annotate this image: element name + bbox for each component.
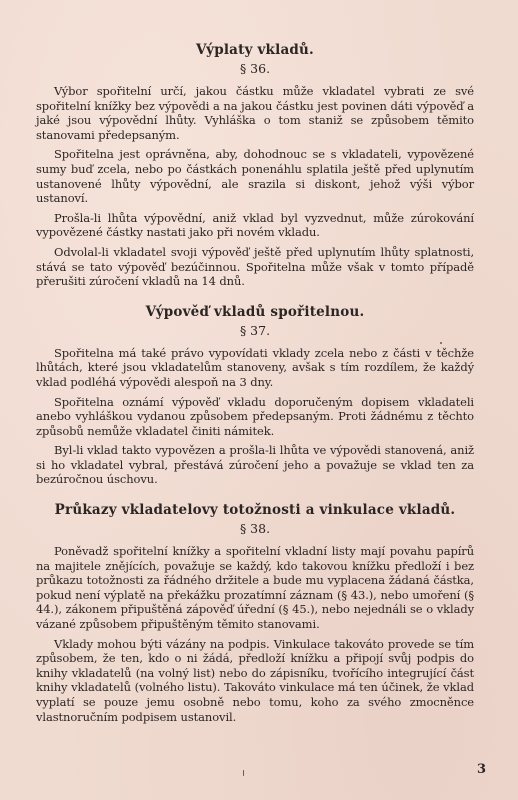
paragraph: Spořitelna jest oprávněna, aby, dohodnouc se s vkladateli, vypovězené sumy buď zcela, nebo po částkách ponenáhlu splatila ještě před uplynutím ustanovené lhůty výpovědní, ale srazila si diskont, jehož výši výbor ustanoví. <box>36 147 474 206</box>
section-number-36: § 36. <box>239 61 271 76</box>
paper-speck <box>243 770 244 776</box>
section-number-38: § 38. <box>239 521 271 537</box>
paragraph: Prošla-li lhůta výpovědní, aniž vklad byl vyzvednut, může zúrokování vypovězené částky nastati jako při novém vkladu. <box>36 210 474 240</box>
paragraph: Spořitelna oznámí výpověď vkladu doporučeným dopisem vkladateli anebo vyhláškou vydanou způsobem předepsaným. Proti žádnému z těchto způsobů nemůže vkladatel činiti námitek. <box>36 394 474 438</box>
section-heading-38: Průkazy vkladatelovy totožnosti a vinkulace vkladů. <box>54 502 456 519</box>
paragraph: Spořitelna má také právo vypovídati vklady zcela nebo z části v těchže lhůtách, které jsou vkladatelům stanoveny, avšak s tím rozdílem, že každý vklad podléhá výpovědi alespoň na 3 dny. <box>36 345 474 389</box>
section-heading-36: Výplaty vkladů. <box>196 42 314 58</box>
paragraph: Odvolal-li vkladatel svoji výpověď ještě před uplynutím lhůty splatnosti, stává se tato výpověď bezúčinnou. Spořitelna může však v tomto případě přerušiti zúročení vkladů na 14 dnů. <box>36 244 474 289</box>
paragraph: Vklady mohou býti vázány na podpis. Vinkulace takováto provede se tím způsobem, že ten, kdo o ni žádá, předloží knížku a připojí svůj podpis do knihy vkladatelů (na volný list) nebo do zápisníku, tvořícího integrující část knihy vkladatelů (volného listu). Takováto vinkulace má ten účinek, že vklad vyplatí se pouze jemu osobně nebo tomu, koho za svého zmocněnce vlastnoručním podpisem ustanovil. <box>36 636 474 724</box>
page-content <box>36 42 474 729</box>
paragraph: Výbor spořitelní určí, jakou částku může vkladatel vybrati ze své spořitelní knížky bez výpovědi a na jakou částku jest povinen dáti výpověď a jaké jsou výpovědní lhůty. Vyhláška o tom staniž se způsobem těmito stanovami předepsaným. <box>36 84 474 142</box>
page-number: 3 <box>476 762 486 777</box>
section-number-37: § 37. <box>239 322 271 338</box>
paragraph: Poněvadž spořitelní knížky a spořitelní vkladní listy mají povahu papírů na majitele znějících, považuje se každý, kdo takovou knížku předloží i bez průkazu totožnosti za řádného držitele a bude mu vyplacena žádaná částka, pokud není výplatě na překážku prozatímní záznam (§ 43.), nebo umoření (§ 44.), zákonem připuštěná zápověď úřední (§ 45.), nebo nejednáli se o vklady vázané způsobem připuštěným těmito stanovami. <box>36 544 474 632</box>
paper-speck <box>440 342 442 344</box>
section-heading-37: Výpověď vkladů spořitelnou. <box>145 303 365 320</box>
paragraph: Byl-li vklad takto vypovězen a prošla-li lhůta ve výpovědi stanovená, aniž si ho vkladatel vybral, přestává zúročení jeho a považuje se vklad ten za bezúročnou úschovu. <box>36 443 474 487</box>
